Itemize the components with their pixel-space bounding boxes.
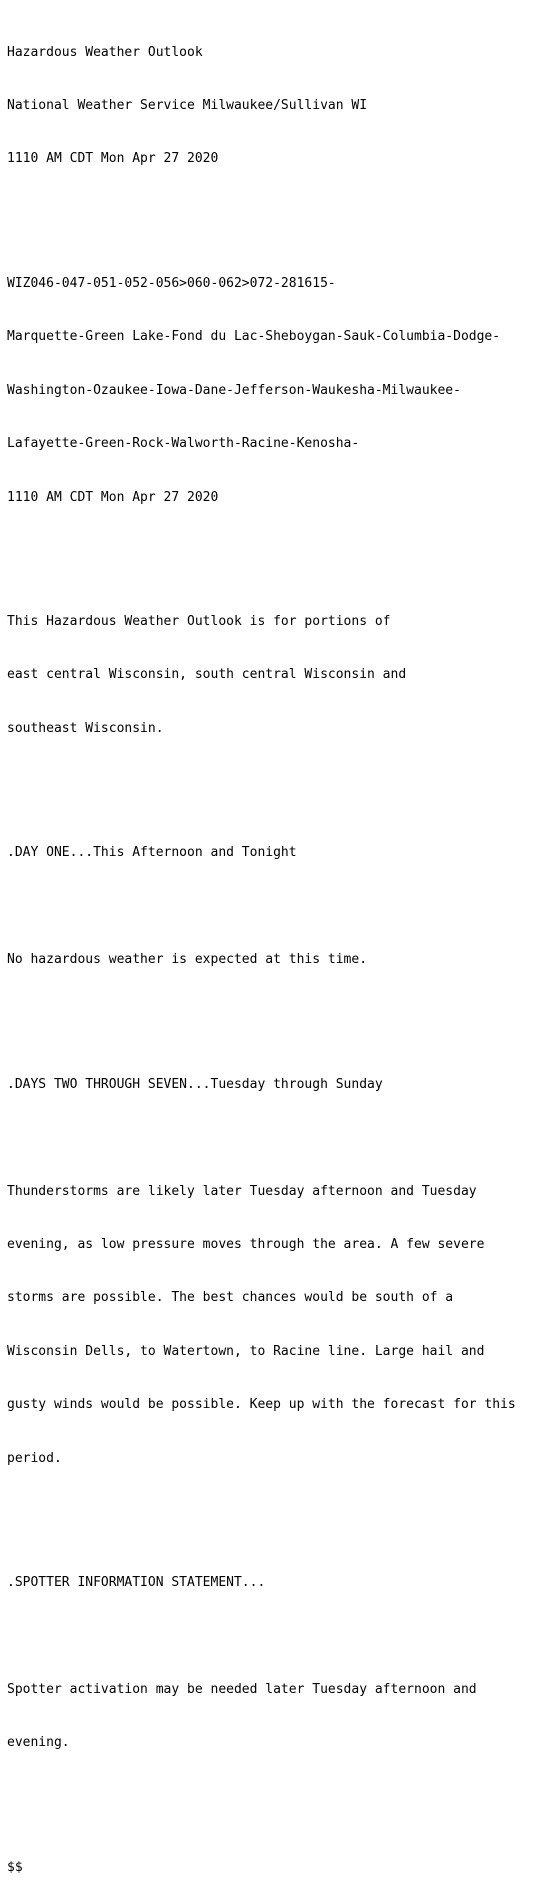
blank-line [7, 1788, 547, 1806]
blank-line [7, 1129, 547, 1147]
days-two-seven-heading: .DAYS TWO THROUGH SEVEN...Tuesday through Sunday [7, 1076, 383, 1092]
blank-line [7, 1503, 547, 1521]
intro-line: east central Wisconsin, south central Wisconsin and [7, 667, 407, 683]
issue-timestamp: 1110 AM CDT Mon Apr 27 2020 [7, 151, 219, 167]
weather-outlook-document [7, 8, 547, 1894]
end-marker: $$ [7, 1859, 23, 1875]
blank-line [7, 773, 547, 791]
days-two-seven-line: period. [7, 1450, 62, 1466]
blank-line [7, 898, 547, 916]
days-two-seven-line: Thunderstorms are likely later Tuesday afternoon and Tuesday [7, 1183, 477, 1199]
county-list-line: Lafayette-Green-Rock-Walworth-Racine-Kenosha- [7, 436, 360, 452]
issuing-office: National Weather Service Milwaukee/Sullivan WI [7, 97, 368, 113]
spotter-line: evening. [7, 1735, 70, 1751]
spotter-heading: .SPOTTER INFORMATION STATEMENT... [7, 1575, 266, 1591]
days-two-seven-line: evening, as low pressure moves through the area. A few severe [7, 1236, 485, 1252]
days-two-seven-line: storms are possible. The best chances would be south of a [7, 1290, 454, 1306]
document-title: Hazardous Weather Outlook [7, 44, 203, 60]
intro-line: This Hazardous Weather Outlook is for portions of [7, 614, 391, 630]
blank-line [7, 204, 547, 222]
intro-line: southeast Wisconsin. [7, 720, 164, 736]
spotter-line: Spotter activation may be needed later Tuesday afternoon and [7, 1681, 477, 1697]
county-list-line: Washington-Ozaukee-Iowa-Dane-Jefferson-Waukesha-Milwaukee- [7, 382, 461, 398]
blank-line [7, 1005, 547, 1023]
day-one-text: No hazardous weather is expected at this time. [7, 952, 368, 968]
days-two-seven-line: gusty winds would be possible. Keep up with the forecast for this [7, 1397, 516, 1413]
blank-line [7, 1628, 547, 1646]
zone-issue-timestamp: 1110 AM CDT Mon Apr 27 2020 [7, 489, 219, 505]
county-list-line: Marquette-Green Lake-Fond du Lac-Sheboygan-Sauk-Columbia-Dodge- [7, 329, 501, 345]
blank-line [7, 542, 547, 560]
day-one-heading: .DAY ONE...This Afternoon and Tonight [7, 845, 297, 861]
days-two-seven-line: Wisconsin Dells, to Watertown, to Racine line. Large hail and [7, 1343, 485, 1359]
zone-codes: WIZ046-047-051-052-056>060-062>072-281615- [7, 275, 336, 291]
